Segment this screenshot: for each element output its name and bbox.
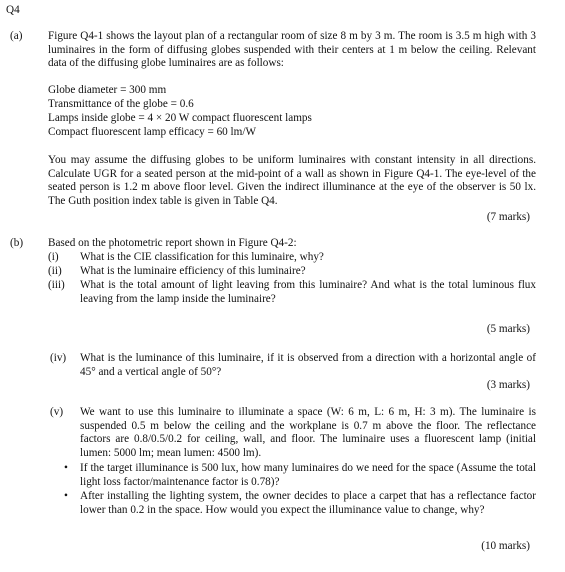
part-a-label: (a) (10, 30, 23, 42)
question-number: Q4 (6, 4, 20, 16)
bullet-item: If the target illuminance is 500 lux, how many luminaires do we need for the space (Assume the total light loss factor/maintenance factor is 0.78)? (80, 462, 536, 488)
item-v-number: (v) (50, 406, 64, 418)
data-line: Compact fluorescent lamp efficacy = 60 lm/W (48, 126, 257, 138)
part-b-label: (b) (10, 237, 24, 249)
bullet-icon: • (64, 462, 68, 474)
part-a-intro: Figure Q4-1 shows the layout plan of a rectangular room of size 8 m by 3 m. The room is 3.5 m high with 3 luminaires in the form of diffusing globes suspended with their centers at 1 m below the ceiling. Relevant data of the diffusing globe luminaires are as follows: (48, 30, 536, 70)
data-line: Transmittance of the globe = 0.6 (48, 98, 194, 110)
item-v-text: We want to use this luminaire to illuminate a space (W: 6 m, L: 6 m, H: 3 m). The luminaire is suspended 0.5 m below the ceiling and the workplane is 0.7 m above the floor. The reflectance factors are 0.8/0.5/0.2 for ceiling, wall, and floor. The luminaire uses a fluorescent lamp (initial lumen: 5000 lm; mean lumen: 4500 lm). (80, 406, 536, 459)
part-a-task: You may assume the diffusing globes to be uniform luminaires with constant intensity in all directions. Calculate UGR for a seated person at the mid-point of a wall as shown in Figure Q4-1. The eye-level of the seated person is 1.2 m above floor level. Given the indirect illuminance at the eye of the observer is 50 lx. The Guth position index table is given in Table Q4. (48, 154, 536, 207)
data-line: Lamps inside globe = 4 × 20 W compact fluorescent lamps (48, 112, 312, 124)
item-i-number: (i) (48, 251, 59, 263)
part-a-marks: (7 marks) (486, 211, 530, 223)
part-b-intro: Based on the photometric report shown in Figure Q4-2: (48, 237, 297, 249)
item-iv-text: What is the luminance of this luminaire, if it is observed from a direction with a horizontal angle of 45° and a vertical angle of 50°? (80, 352, 536, 378)
part-b-marks-2: (3 marks) (486, 379, 530, 391)
item-i-text: What is the CIE classification for this luminaire, why? (80, 251, 324, 263)
part-b-marks-3: (10 marks) (481, 540, 530, 552)
part-b-marks-1: (5 marks) (486, 323, 530, 335)
item-ii-text: What is the luminaire efficiency of this luminaire? (80, 265, 306, 277)
bullet-icon: • (64, 490, 68, 502)
item-iii-text: What is the total amount of light leaving from this luminaire? And what is the total luminous flux leaving from the lamp inside the luminaire? (80, 279, 536, 305)
item-ii-number: (ii) (48, 265, 62, 277)
bullet-item: After installing the lighting system, the owner decides to place a carpet that has a reflectance factor lower than 0.2 in the space. How would you expect the illuminance value to change, why? (80, 490, 536, 516)
data-line: Globe diameter = 300 mm (48, 84, 167, 96)
item-iii-number: (iii) (48, 279, 65, 291)
item-iv-number: (iv) (50, 352, 67, 364)
